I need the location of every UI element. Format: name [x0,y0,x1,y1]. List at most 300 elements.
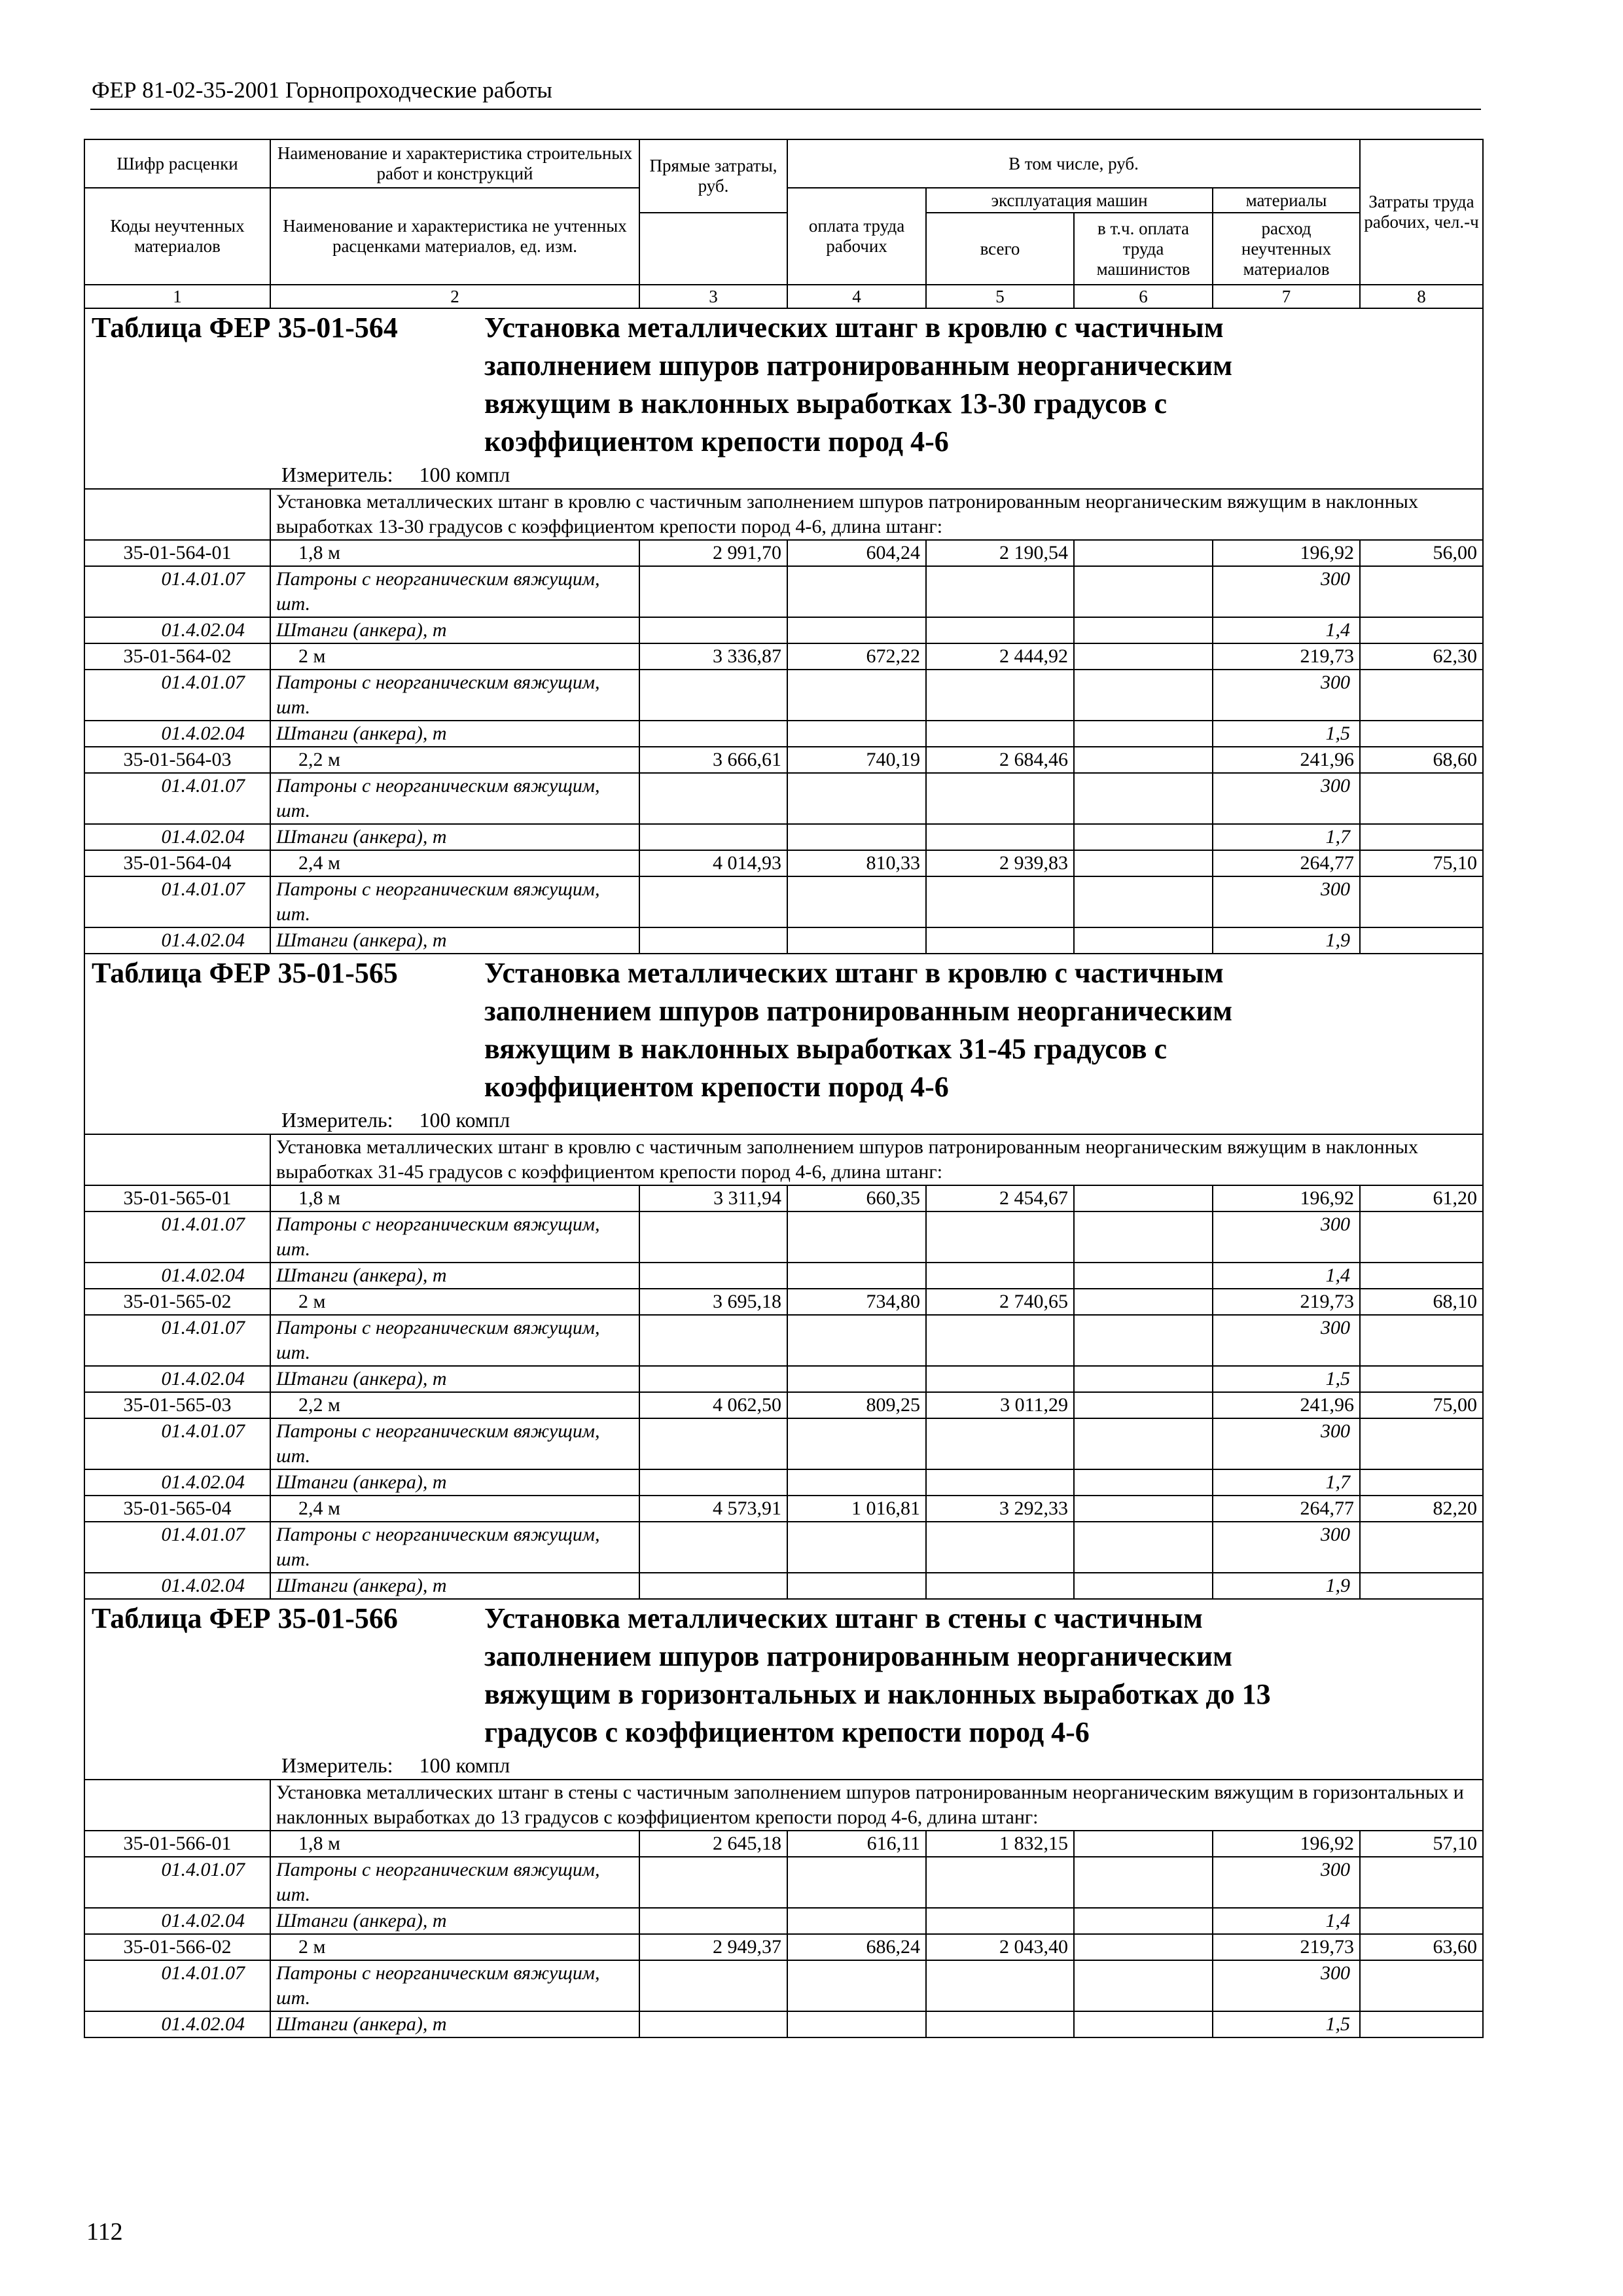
material-row [84,824,1483,850]
empty-cell [787,1315,926,1366]
direct-costs: 3 311,94 [639,1185,787,1211]
empty-cell [1074,2011,1213,2037]
empty-cell [926,1857,1074,1908]
direct-costs: 3 695,18 [639,1289,787,1315]
material-name: Патроны с неорганическим вяжущим, шт. [270,1522,639,1573]
rate-name: 1,8 м [270,1185,639,1211]
materials-cost: 196,92 [1213,1185,1360,1211]
material-qty: 1,5 [1213,2011,1360,2037]
meter-label: Измеритель: [281,1108,393,1132]
table-title-line: градусов с коэффициентом крепости пород 4-6 [484,1716,1090,1748]
col-machines-pay-header: в т.ч. оплата труда машинистов [1074,213,1213,285]
material-row [84,1469,1483,1496]
empty-cell [787,670,926,721]
machines-total: 2 444,92 [926,643,1074,670]
table-title-row [84,308,1483,489]
labor-pay: 672,22 [787,643,926,670]
materials-cost: 241,96 [1213,747,1360,773]
material-code: 01.4.02.04 [84,1366,270,1392]
direct-costs: 4 014,93 [639,850,787,876]
labor-hours: 56,00 [1360,540,1483,566]
table-description: Установка металлических штанг в стены с частичным заполнением шпуров патронированным неорганическим вяжущим в горизонтальных и наклонных выработках до 13 градусов с коэффициентом крепости пород 4-6, длина штанг: [270,1780,1483,1831]
materials-cost: 219,73 [1213,643,1360,670]
material-name: Патроны с неорганическим вяжущим, шт. [270,1960,639,2011]
material-code: 01.4.02.04 [84,927,270,954]
machines-total: 3 292,33 [926,1496,1074,1522]
description-code-cell [84,489,270,540]
material-qty: 300 [1213,1211,1360,1263]
col-name-header: Наименование и характеристика строительных работ и конструкций [270,139,639,188]
empty-cell [926,1522,1074,1573]
rate-row [84,1934,1483,1960]
material-name: Патроны с неорганическим вяжущим, шт. [270,1211,639,1263]
empty-cell [639,2011,787,2037]
empty-cell [639,1522,787,1573]
col-number: 8 [1360,285,1483,308]
direct-costs: 2 949,37 [639,1934,787,1960]
table-title-line: Установка металлических штанг в кровлю с частичным [484,312,1224,344]
material-qty: 1,5 [1213,721,1360,747]
empty-cell [1074,824,1213,850]
rate-row [84,747,1483,773]
empty-cell [787,1418,926,1469]
material-row [84,1366,1483,1392]
empty-cell [1074,1263,1213,1289]
empty-cell [639,1573,787,1599]
col-number: 2 [270,285,639,308]
empty-cell [639,617,787,643]
empty-cell [787,617,926,643]
direct-costs: 3 336,87 [639,643,787,670]
machines-total: 2 043,40 [926,1934,1074,1960]
table-label: Таблица ФЕР 35-01-566 [92,1602,398,1634]
material-row [84,1857,1483,1908]
empty-cell [926,2011,1074,2037]
empty-cell [1360,773,1483,824]
empty-cell [787,1960,926,2011]
material-row [84,1315,1483,1366]
empty-cell [1074,721,1213,747]
rate-name: 2,4 м [270,850,639,876]
material-name: Штанги (анкера), т [270,1573,639,1599]
machines-total: 3 011,29 [926,1392,1074,1418]
table-title-line: коэффициентом крепости пород 4-6 [484,1071,949,1103]
empty-cell [926,824,1074,850]
empty-cell [639,1211,787,1263]
empty-cell [926,670,1074,721]
empty-cell [787,1263,926,1289]
table-title [84,308,1483,489]
material-code: 01.4.01.07 [84,1960,270,2011]
empty-cell [639,773,787,824]
empty-cell [1360,1211,1483,1263]
empty-cell [1360,1469,1483,1496]
labor-hours: 68,60 [1360,747,1483,773]
labor-pay: 1 016,81 [787,1496,926,1522]
col-code-subheader: Коды неучтенных материалов [84,188,270,285]
empty-cell [1074,927,1213,954]
material-name: Патроны с неорганическим вяжущим, шт. [270,566,639,617]
empty-cell [787,1857,926,1908]
material-name: Патроны с неорганическим вяжущим, шт. [270,1857,639,1908]
machines-pay [1074,850,1213,876]
empty-cell [787,1469,926,1496]
material-code: 01.4.01.07 [84,1857,270,1908]
labor-hours: 57,10 [1360,1831,1483,1857]
rate-code: 35-01-566-02 [84,1934,270,1960]
table-description: Установка металлических штанг в кровлю с частичным заполнением шпуров патронированным неорганическим вяжущим в наклонных выработках 13-30 градусов с коэффициентом крепости пород 4-6, длина штанг: [270,489,1483,540]
material-code: 01.4.02.04 [84,1469,270,1496]
empty-cell [787,1211,926,1263]
material-row [84,1960,1483,2011]
meter-value: 100 компл [419,1753,510,1777]
empty-cell [1074,670,1213,721]
material-name: Штанги (анкера), т [270,721,639,747]
empty-cell [1360,617,1483,643]
table-title [84,954,1483,1134]
empty-cell [926,1418,1074,1469]
meter [92,1106,1476,1134]
machines-pay [1074,643,1213,670]
machines-total: 2 684,46 [926,747,1074,773]
empty-cell [639,1857,787,1908]
machines-pay [1074,747,1213,773]
empty-cell [787,824,926,850]
direct-costs: 4 573,91 [639,1496,787,1522]
empty-cell [1360,927,1483,954]
empty-cell [639,1908,787,1934]
meter-label: Измеритель: [281,463,393,486]
material-row [84,566,1483,617]
machines-pay [1074,1185,1213,1211]
empty-cell [787,1908,926,1934]
empty-cell [787,876,926,927]
table-title-line: заполнением шпуров патронированным неорганическим [484,350,1233,382]
empty-cell [1074,773,1213,824]
col-number: 7 [1213,285,1360,308]
rate-name: 2,2 м [270,747,639,773]
table-title-line: Установка металлических штанг в стены с частичным [484,1602,1203,1634]
direct-costs: 2 645,18 [639,1831,787,1857]
col-machines-total-header: всего [926,213,1074,285]
table-title-line: вяжущим в наклонных выработках 31-45 градусов с [484,1033,1168,1065]
labor-hours: 61,20 [1360,1185,1483,1211]
rate-name: 2 м [270,1289,639,1315]
empty-cell [1074,617,1213,643]
empty-cell [639,824,787,850]
empty-cell [639,1469,787,1496]
labor-pay: 740,19 [787,747,926,773]
rate-row [84,850,1483,876]
empty-cell [926,617,1074,643]
table-title-row [84,1599,1483,1780]
empty-cell [639,1263,787,1289]
rate-name: 2,4 м [270,1496,639,1522]
empty-cell [926,566,1074,617]
empty-cell [1074,1315,1213,1366]
material-qty: 300 [1213,1857,1360,1908]
empty-cell [639,1960,787,2011]
rate-row [84,540,1483,566]
rate-name: 2 м [270,1934,639,1960]
empty-cell [787,566,926,617]
material-qty: 300 [1213,1960,1360,2011]
material-qty: 300 [1213,1315,1360,1366]
empty-cell [1074,1418,1213,1469]
rate-code: 35-01-566-01 [84,1831,270,1857]
meter-value: 100 компл [419,463,510,486]
empty-cell [639,670,787,721]
empty-cell [639,1315,787,1366]
material-qty: 1,7 [1213,824,1360,850]
meter-label: Измеритель: [281,1753,393,1777]
material-name: Штанги (анкера), т [270,1469,639,1496]
empty-cell [1360,670,1483,721]
materials-cost: 241,96 [1213,1392,1360,1418]
machines-total: 2 190,54 [926,540,1074,566]
direct-costs: 2 991,70 [639,540,787,566]
direct-costs: 4 062,50 [639,1392,787,1418]
material-code: 01.4.02.04 [84,1263,270,1289]
table-description-row [84,1780,1483,1831]
machines-pay [1074,1392,1213,1418]
material-row [84,1418,1483,1469]
labor-pay: 660,35 [787,1185,926,1211]
table-label: Таблица ФЕР 35-01-564 [92,312,398,344]
empty-cell [1074,1960,1213,2011]
material-qty: 300 [1213,566,1360,617]
empty-cell [639,927,787,954]
header-rule [90,109,1481,110]
material-code: 01.4.02.04 [84,2011,270,2037]
materials-cost: 219,73 [1213,1934,1360,1960]
material-name: Патроны с неорганическим вяжущим, шт. [270,773,639,824]
col-name-subheader: Наименование и характеристика не учтенных расценками материалов, ед. изм. [270,188,639,285]
material-qty: 1,9 [1213,927,1360,954]
empty-cell [1360,1960,1483,2011]
material-row [84,1211,1483,1263]
table-description-row [84,489,1483,540]
rate-name: 1,8 м [270,540,639,566]
table-label: Таблица ФЕР 35-01-565 [92,957,398,989]
table-title [84,1599,1483,1780]
material-qty: 300 [1213,670,1360,721]
material-qty: 1,4 [1213,617,1360,643]
table-title-line: вяжущим в наклонных выработках 13-30 градусов с [484,387,1168,420]
material-code: 01.4.02.04 [84,824,270,850]
col-machines-header: эксплуатация машин [926,188,1213,213]
empty-cell [787,1522,926,1573]
empty-cell [1074,1908,1213,1934]
materials-cost: 196,92 [1213,540,1360,566]
machines-pay [1074,540,1213,566]
col-number: 1 [84,285,270,308]
material-code: 01.4.01.07 [84,1522,270,1573]
material-qty: 1,4 [1213,1263,1360,1289]
col-materials-header: материалы [1213,188,1360,213]
meter-value: 100 компл [419,1108,510,1132]
rate-row [84,1496,1483,1522]
empty-cell [639,1366,787,1392]
empty-cell [787,773,926,824]
material-row [84,1573,1483,1599]
labor-pay: 734,80 [787,1289,926,1315]
rate-name: 2,2 м [270,1392,639,1418]
rate-code: 35-01-564-02 [84,643,270,670]
empty-cell [1360,876,1483,927]
col-number: 6 [1074,285,1213,308]
table-title-line: вяжущим в горизонтальных и наклонных выработках до 13 [484,1678,1271,1710]
machines-pay [1074,1934,1213,1960]
material-qty: 300 [1213,1522,1360,1573]
description-code-cell [84,1780,270,1831]
material-name: Патроны с неорганическим вяжущим, шт. [270,1418,639,1469]
material-row [84,1908,1483,1934]
empty-cell [926,876,1074,927]
table-description-row [84,1134,1483,1185]
empty-cell [926,721,1074,747]
material-code: 01.4.02.04 [84,617,270,643]
rate-row [84,1289,1483,1315]
empty-cell [787,2011,926,2037]
labor-hours: 75,10 [1360,850,1483,876]
machines-pay [1074,1496,1213,1522]
materials-cost: 264,77 [1213,850,1360,876]
rate-name: 2 м [270,643,639,670]
labor-pay: 810,33 [787,850,926,876]
material-qty: 300 [1213,876,1360,927]
material-qty: 1,7 [1213,1469,1360,1496]
labor-hours: 82,20 [1360,1496,1483,1522]
col-code-header: Шифр расценки [84,139,270,188]
table-title-line: Установка металлических штанг в кровлю с частичным [484,957,1224,989]
empty-cell [787,1573,926,1599]
labor-pay: 604,24 [787,540,926,566]
machines-pay [1074,1289,1213,1315]
material-name: Штанги (анкера), т [270,1263,639,1289]
material-code: 01.4.01.07 [84,1315,270,1366]
empty-cell [926,1315,1074,1366]
col-number: 3 [639,285,787,308]
col-labor-header: Затраты труда рабочих, чел.-ч [1360,139,1483,285]
description-code-cell [84,1134,270,1185]
empty-cell [639,566,787,617]
empty-cell [1360,824,1483,850]
material-name: Патроны с неорганическим вяжущим, шт. [270,1315,639,1366]
rate-code: 35-01-565-03 [84,1392,270,1418]
empty-cell [1074,1573,1213,1599]
material-qty: 300 [1213,773,1360,824]
labor-hours: 68,10 [1360,1289,1483,1315]
material-code: 01.4.01.07 [84,670,270,721]
material-qty: 1,5 [1213,1366,1360,1392]
col-including-header: В том числе, руб. [787,139,1360,188]
empty-cell [787,1366,926,1392]
empty-cell [1074,876,1213,927]
empty-cell [1074,1211,1213,1263]
meter [92,461,1476,488]
empty-cell [926,773,1074,824]
empty-cell [1360,1908,1483,1934]
material-row [84,617,1483,643]
table-title-line: коэффициентом крепости пород 4-6 [484,425,949,457]
empty-cell [926,1263,1074,1289]
empty-cell [787,721,926,747]
rate-row [84,1392,1483,1418]
material-code: 01.4.01.07 [84,773,270,824]
empty-cell [787,927,926,954]
material-row [84,876,1483,927]
material-code: 01.4.01.07 [84,1418,270,1469]
material-code: 01.4.01.07 [84,566,270,617]
rate-code: 35-01-565-04 [84,1496,270,1522]
col-materials-consumption-header: расход неучтенных материалов [1213,213,1360,285]
material-name: Патроны с неорганическим вяжущим, шт. [270,670,639,721]
empty-cell [926,927,1074,954]
empty-cell [639,876,787,927]
material-code: 01.4.02.04 [84,1573,270,1599]
empty-cell [1074,1469,1213,1496]
empty-cell [1074,1857,1213,1908]
empty-cell [1360,2011,1483,2037]
col-direct-header: Прямые затраты, руб. [639,139,787,213]
material-qty: 300 [1213,1418,1360,1469]
empty-cell [1360,1366,1483,1392]
col-number: 4 [787,285,926,308]
rates-table [84,139,1484,2038]
material-name: Штанги (анкера), т [270,2011,639,2037]
empty-cell [1360,721,1483,747]
rate-name: 1,8 м [270,1831,639,1857]
col-labor-pay-header: оплата труда рабочих [787,188,926,285]
material-row [84,773,1483,824]
machines-total: 2 939,83 [926,850,1074,876]
empty-cell [1360,1857,1483,1908]
material-code: 01.4.01.07 [84,876,270,927]
material-name: Штанги (анкера), т [270,1908,639,1934]
table-description: Установка металлических штанг в кровлю с частичным заполнением шпуров патронированным неорганическим вяжущим в наклонных выработках 31-45 градусов с коэффициентом крепости пород 4-6, длина штанг: [270,1134,1483,1185]
material-row [84,927,1483,954]
empty-cell [1360,1418,1483,1469]
material-name: Штанги (анкера), т [270,927,639,954]
empty-cell [926,1908,1074,1934]
table-title-line: заполнением шпуров патронированным неорганическим [484,995,1233,1027]
labor-hours: 62,30 [1360,643,1483,670]
empty-cell [1074,1366,1213,1392]
empty-cell [926,1469,1074,1496]
machines-total: 2 740,65 [926,1289,1074,1315]
material-code: 01.4.01.07 [84,1211,270,1263]
empty-cell [1074,1522,1213,1573]
material-qty: 1,4 [1213,1908,1360,1934]
running-header-title: ФЕР 81-02-35-2001 Горнопроходческие работы [92,77,552,103]
table-title-line: заполнением шпуров патронированным неорганическим [484,1640,1233,1672]
empty-cell [1074,566,1213,617]
material-qty: 1,9 [1213,1573,1360,1599]
rate-code: 35-01-565-01 [84,1185,270,1211]
machines-total: 2 454,67 [926,1185,1074,1211]
material-row [84,1263,1483,1289]
meter [92,1751,1476,1779]
table-title-row [84,954,1483,1134]
rate-row [84,1831,1483,1857]
materials-cost: 264,77 [1213,1496,1360,1522]
direct-costs: 3 666,61 [639,747,787,773]
material-row [84,2011,1483,2037]
rate-row [84,643,1483,670]
labor-pay: 809,25 [787,1392,926,1418]
empty-cell [1360,566,1483,617]
